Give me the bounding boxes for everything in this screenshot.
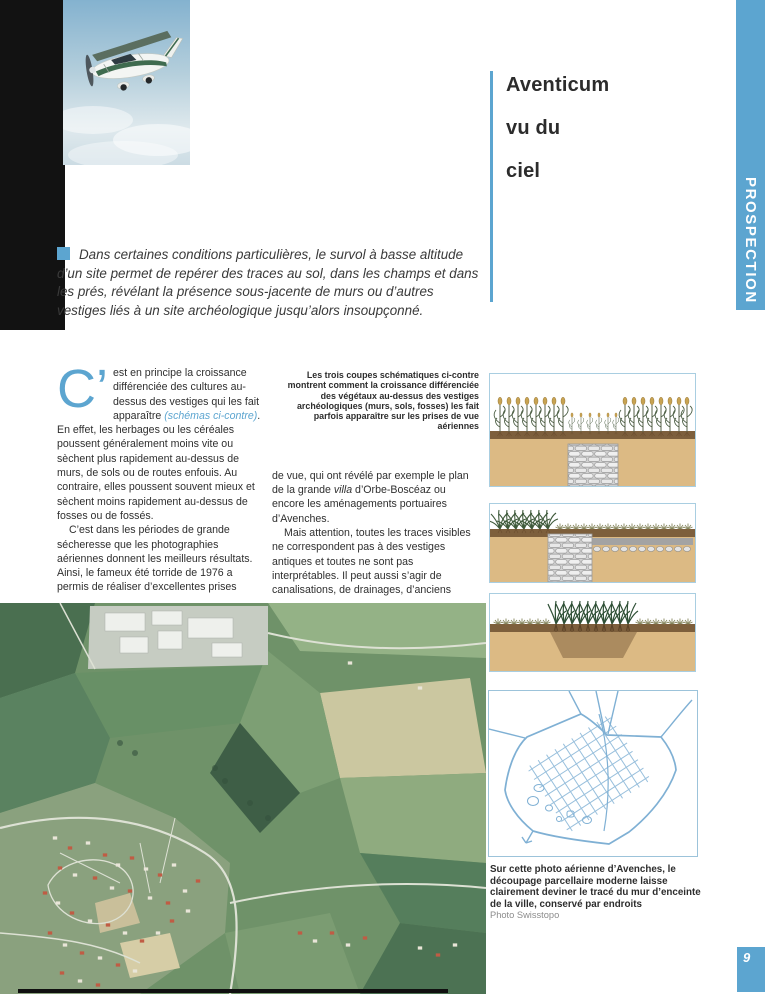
left-black-bar	[0, 0, 65, 330]
photo-credit: Photo Swisstopo	[490, 910, 560, 920]
p1-text-b: . En effet, les herbages ou les céréales poussent généralement moins vite ou sèchent plus rapidement au-dessus de murs, de sols ou de routes enfouis. Au contraire, elles poussent souvent mieux et sèchent moins rapidement au-dessus de fosses ou de fossés.	[57, 409, 261, 522]
p1-text-a: est en principe la croissance différenciée des cultures au-dessus des vestiges qui les fait apparaître	[113, 367, 260, 422]
avenches-plan-map	[488, 690, 698, 857]
article-paragraph-2: C’est dans les périodes de grande sécheresse que les photographies aériennes donnent les meilleurs résultats. Ainsi, le fameux été torride de 1976 a permis de réaliser d’excellentes prises	[57, 524, 253, 594]
drop-cap: C’	[57, 359, 108, 419]
article-column-2	[272, 370, 479, 597]
article-paragraph-1	[57, 359, 263, 523]
schematic-wall-panel	[489, 373, 696, 487]
lead-paragraph	[57, 246, 481, 321]
photo-caption: Sur cette photo aérienne d’Avenches, le découpage parcellaire moderne laisse clairement deviner le tracé du mur d’enceinte de la ville, conservé par endroits	[490, 864, 701, 911]
schematics-caption: Les trois coupes schématiques ci-contre montrent comment la croissance différenciée des végétaux au-dessus des vestiges archéologiques (murs, sols, fosses) les fait parfois apparaître sur les prises de vue aériennes	[287, 370, 479, 432]
page-number: 9	[743, 950, 751, 965]
airplane-photo	[63, 0, 190, 165]
bottom-black-strip	[18, 989, 448, 993]
article-column-1	[57, 359, 263, 595]
schematic-floor-panel	[489, 503, 696, 583]
section-label: PROSPECTION	[742, 177, 759, 304]
villa-italic: villa	[333, 484, 353, 497]
title-accent-rule	[490, 71, 493, 302]
schemas-cross-reference: (schémas ci-contre)	[164, 409, 258, 422]
title-line-2: vu du	[506, 117, 561, 139]
title-line-1: Aventicum	[506, 74, 610, 96]
article-paragraph-3	[272, 469, 479, 526]
article-paragraph-4: Mais attention, toutes les traces visibles ne correspondent pas à des vestiges antiques et toutes ne sont pas interprétables. Il peut aussi s’agir de canalisations, de drainages, d’anciens	[272, 526, 471, 597]
p3-text-b: d’Orbe-Boscéaz ou encore les aménagements portuaires d’Avenches.	[272, 484, 447, 525]
section-band	[736, 0, 765, 310]
aerial-photo-avenches	[0, 603, 486, 994]
airplane-illustration	[63, 0, 190, 165]
schematic-pit-panel	[489, 593, 696, 672]
page-title	[506, 64, 609, 193]
lead-text: Dans certaines conditions particulières, le survol à basse altitude d’un site permet de repérer des traces au sol, dans les champs et dans les prés, révélant la présence sous-jacente de murs ou d’autres vestiges liés à un site archéologique jusqu’alors insoupçonné.	[57, 247, 479, 319]
p3-text-a: de vue, qui ont révélé par exemple le plan de la grande	[272, 469, 469, 497]
page-number-box	[737, 947, 765, 992]
title-line-3: ciel	[506, 160, 541, 182]
blue-square-bullet	[57, 247, 70, 260]
